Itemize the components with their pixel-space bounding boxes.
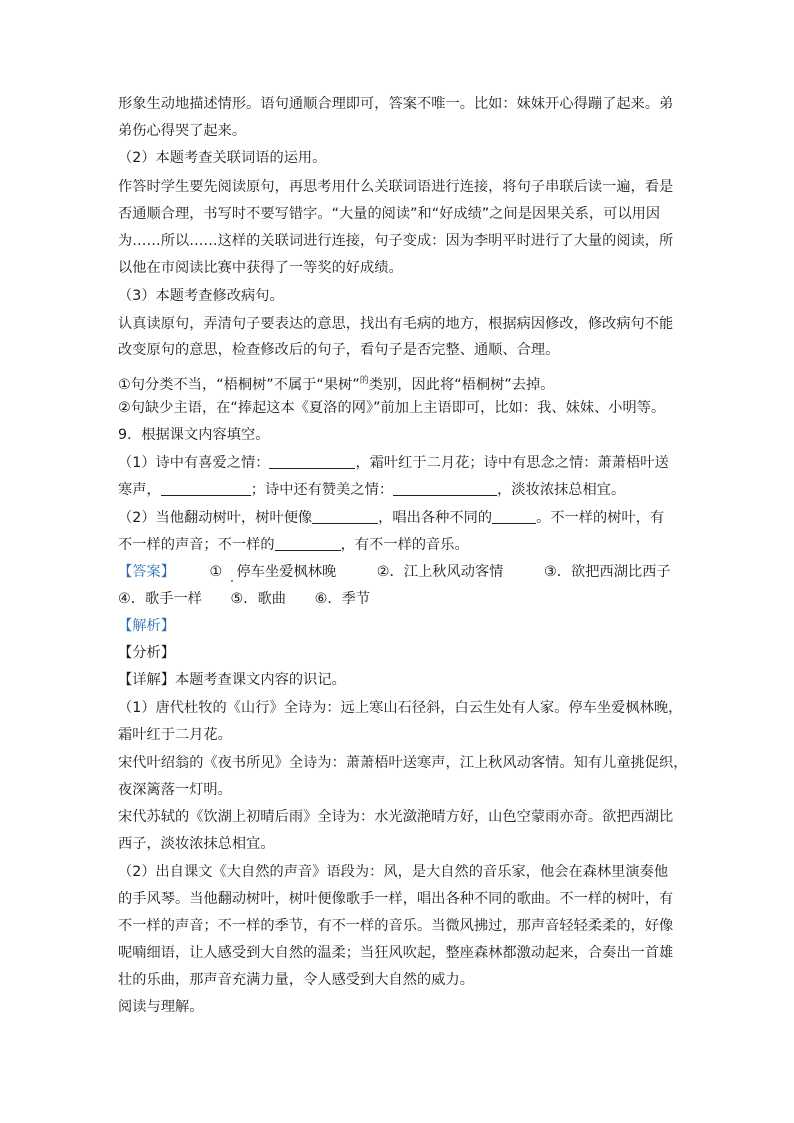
- text-line: 不一样的声音；不一样的季节，有不一样的音乐。当微风拂过，那声音轻轻柔柔的，好像: [118, 918, 674, 934]
- text-line: 否通顺合理，书写时不要写错字。“大量的阅读”和“好成绩”之间是因果关系，可以用因: [118, 206, 661, 222]
- answer-blank: [492, 509, 536, 524]
- text-segment: ，霜叶红于二月花；诗中有思念之情：萧萧梧叶送: [355, 455, 669, 471]
- text-segment: 不一样的声音；不一样的: [118, 537, 275, 553]
- text-line: 呢喃细语，让人感受到大自然的温柔；当狂风吹起，整座森林都激动起来，合奏出一首雄: [118, 945, 674, 961]
- text-line: （2）出自课文《大自然的声音》语段为：风，是大自然的音乐家，他会在森林里演奏他: [118, 864, 669, 880]
- text-line: 为……所以……这样的关联词进行连接，句子变成：因为李明平时进行了大量的阅读，所: [118, 233, 674, 249]
- text-line: 壮的乐曲，那声音充满力量，令人感受到大自然的威力。: [118, 972, 474, 988]
- text-line: [118, 370, 554, 396]
- text-segment: 。不一样的树叶，有: [536, 510, 665, 526]
- analysis-label: 【解析】: [118, 618, 175, 634]
- answer-line: [118, 588, 370, 610]
- answer-label: 【答案】: [118, 564, 175, 580]
- text-segment: 寒声，: [118, 482, 161, 498]
- text-line: 作答时学生要先阅读原句，再思考用什么关联词语进行连接，将句子串联后读一遍，看是: [118, 179, 674, 195]
- answer-blank: [312, 509, 378, 524]
- answer-item: ③．欲把西湖比西子: [543, 564, 671, 580]
- answer-blank: [393, 481, 497, 496]
- question-line: [118, 534, 469, 556]
- answer-item: ②．江上秋风动客情: [376, 564, 504, 580]
- text-line: 认真读原句，弄清句子要表达的意思，找出有毛病的地方，根据病因修改，修改病句不能: [118, 316, 674, 332]
- text-line: 弟伤心得哭了起来。: [118, 123, 247, 139]
- text-line: 西子，淡妆浓抹总相宜。: [118, 836, 275, 852]
- text-segment: ①句分类不当，“梧桐树”不属于“果树”: [118, 377, 360, 393]
- text-segment: ，有不一样的音乐。: [340, 537, 469, 553]
- text-line: （1）唐代杜牧的《山行》全诗为：远上寒山石径斜，白云生处有人家。停车坐爱枫林晚，: [118, 700, 683, 716]
- text-line: 【详解】本题考查课文内容的识记。: [118, 672, 346, 688]
- question-title: 9．根据课文内容填空。: [118, 427, 270, 443]
- text-segment: ；诗中还有赞美之情：: [250, 482, 394, 498]
- text-line: 夜深篱落一灯明。: [118, 782, 232, 798]
- text-segment: （2）当他翻动树叶，树叶便像: [118, 510, 313, 526]
- text-line: 宋代苏轼的《饮湖上初晴后雨》全诗为：水光潋滟晴方好，山色空蒙雨亦奇。欲把西湖比: [118, 809, 674, 825]
- answer-blank: [275, 536, 341, 551]
- stray-mark: [231, 580, 233, 582]
- text-segment: ，淡妆浓抹总相宜。: [497, 482, 626, 498]
- section-heading: （3）本题考查修改病句。: [118, 288, 284, 304]
- text-line: 以他在市阅读比赛中获得了一等奖的好成绩。: [118, 260, 403, 276]
- answer-item: ⑥．季节: [314, 591, 371, 607]
- answer-blank: [269, 454, 355, 469]
- text-segment: （1）诗中有喜爱之情：: [118, 455, 270, 471]
- answer-item: ① 停车坐爱枫林晚: [209, 564, 337, 580]
- text-line: 形象生动地描述情形。语句通顺合理即可，答案不唯一。比如：妹妹开心得蹦了起来。弟: [118, 96, 674, 112]
- question-line: [118, 479, 625, 501]
- answer-item: ④．歌手一样: [118, 591, 202, 607]
- text-segment: ，唱出各种不同的: [378, 510, 493, 526]
- text-line: ②句缺少主语，在“捧起这本《夏洛的网》”前加上主语即可，比如：我、妹妹、小明等。: [118, 400, 666, 416]
- answer-item: ⑤．歌曲: [230, 591, 287, 607]
- answer-blank: [161, 481, 251, 496]
- text-line: 霜叶红于二月花。: [118, 727, 232, 743]
- text-segment: 类别，因此将“梧桐树”去掉。: [368, 377, 555, 393]
- text-line: 的手风琴。当他翻动树叶，树叶便像歌手一样，唱出各种不同的歌曲。不一样的树叶，有: [118, 891, 674, 907]
- question-line: [118, 452, 669, 474]
- question-line: [118, 507, 664, 529]
- text-line: 宋代叶绍翁的《夜书所见》全诗为：萧萧梧叶送寒声，江上秋风动客情。知有儿童挑促织，: [118, 755, 688, 771]
- text-line: 阅读与理解。: [118, 999, 204, 1015]
- answer-line: [118, 561, 671, 583]
- superscript-text: 的: [359, 376, 369, 386]
- text-line: 改变原句的意思，检查修改后的句子，看句子是否完整、通顺、合理。: [118, 342, 560, 358]
- analysis-heading: 【分析】: [118, 645, 175, 661]
- section-heading: （2）本题考查关联词语的运用。: [118, 150, 327, 166]
